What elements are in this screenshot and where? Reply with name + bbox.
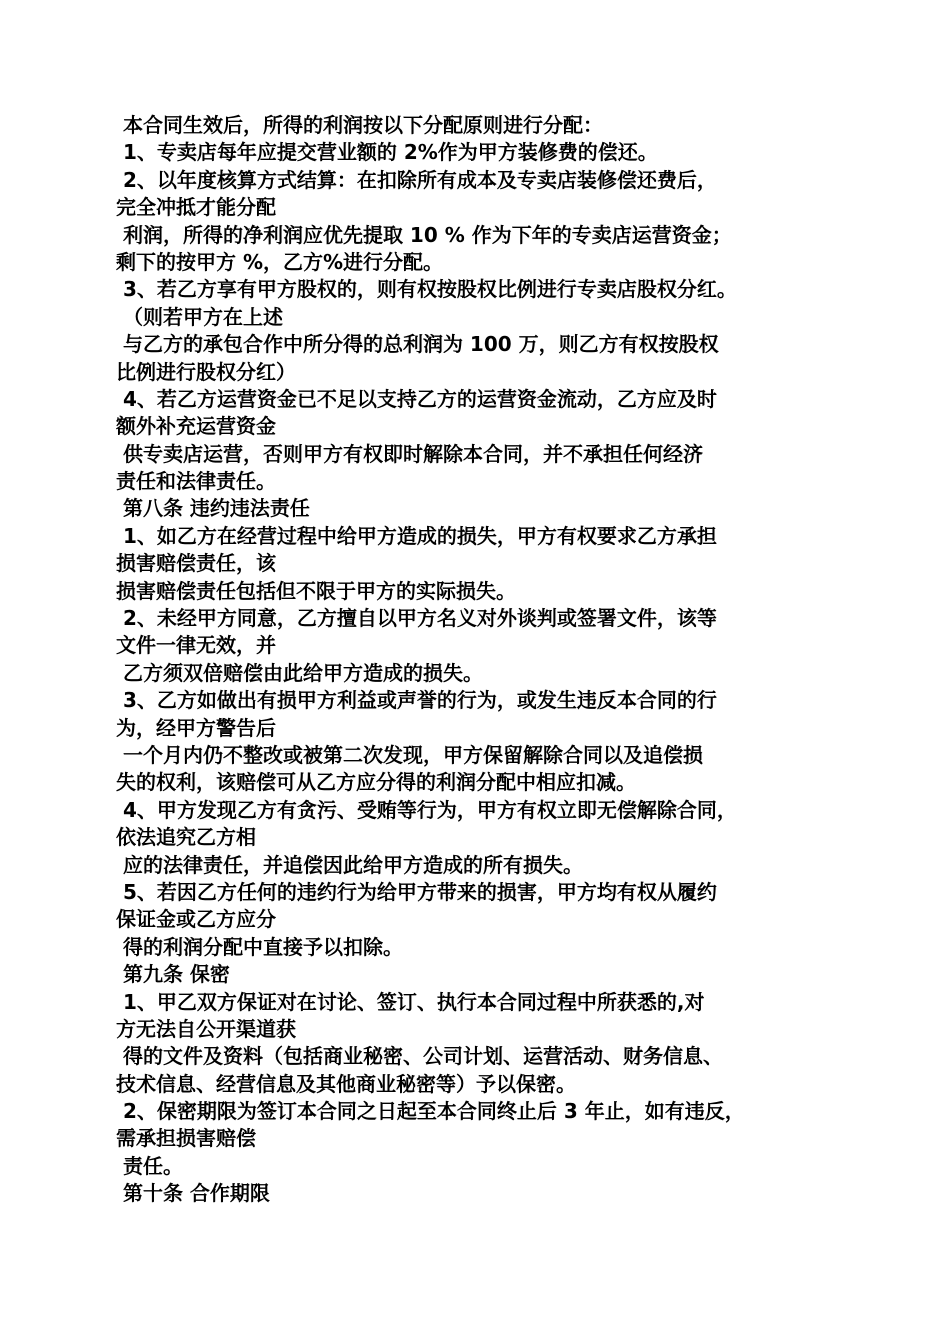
- text-line: 第九条 保密: [116, 962, 230, 987]
- document-page: [116, 112, 846, 1208]
- text-line: 3、乙方如做出有损甲方利益或声誉的行为，或发生违反本合同的行: [116, 688, 717, 713]
- text-line: 供专卖店运营，否则甲方有权即时解除本合同，并不承担任何经济: [116, 441, 703, 466]
- text-line: 保证金或乙方应分: [116, 907, 276, 932]
- text-line: 乙方须双倍赔偿由此给甲方造成的损失。: [116, 660, 483, 685]
- text-line: 损害赔偿责任，该: [116, 551, 276, 576]
- text-line: 比例进行股权分红）: [116, 359, 296, 384]
- text-line: 得的利润分配中直接予以扣除。: [116, 934, 403, 959]
- text-line: 1、专卖店每年应提交营业额的 2%作为甲方装修费的偿还。: [116, 140, 658, 165]
- text-line: 方无法自公开渠道获: [116, 1016, 296, 1041]
- text-line: （则若甲方在上述: [116, 304, 283, 329]
- text-line: 利润，所得的净利润应优先提取 10 % 作为下年的专卖店运营资金；: [116, 222, 732, 247]
- text-line: 需承担损害赔偿: [116, 1126, 256, 1151]
- text-line: 2、以年度核算方式结算：在扣除所有成本及专卖店装修偿还费后，: [116, 167, 717, 192]
- text-line: 1、甲乙双方保证对在讨论、签订、执行本合同过程中所获悉的,对: [116, 989, 705, 1014]
- text-line: 2、未经甲方同意，乙方擅自以甲方名义对外谈判或签署文件，该等: [116, 606, 717, 631]
- text-line: 与乙方的承包合作中所分得的总利润为 100 万，则乙方有权按股权: [116, 332, 719, 357]
- text-line: 本合同生效后，所得的利润按以下分配原则进行分配：: [116, 113, 603, 137]
- text-line: 责任。: [116, 1153, 183, 1178]
- text-line: 应的法律责任，并追偿因此给甲方造成的所有损失。: [116, 852, 583, 877]
- text-line: 5、若因乙方任何的违约行为给甲方带来的损害，甲方均有权从履约: [116, 879, 717, 904]
- text-line: 依法追究乙方相: [116, 825, 256, 850]
- text-line: 1、如乙方在经营过程中给甲方造成的损失，甲方有权要求乙方承担: [116, 523, 717, 548]
- text-line: 3、若乙方享有甲方股权的，则有权按股权比例进行专卖店股权分红。: [116, 277, 737, 302]
- text-line: 得的文件及资料（包括商业秘密、公司计划、运营活动、财务信息、: [116, 1044, 723, 1069]
- text-line: 技术信息、经营信息及其他商业秘密等）予以保密。: [116, 1071, 576, 1096]
- text-line: 一个月内仍不整改或被第二次发现，甲方保留解除合同以及追偿损: [116, 742, 703, 767]
- text-line: 剩下的按甲方 %，乙方%进行分配。: [116, 249, 444, 274]
- text-line: 第十条 合作期限: [116, 1181, 270, 1206]
- text-line: 额外补充运营资金: [116, 414, 276, 439]
- text-line: 第八条 违约违法责任: [116, 496, 310, 521]
- text-line: 责任和法律责任。: [116, 469, 276, 494]
- text-line: 失的权利，该赔偿可从乙方应分得的利润分配中相应扣减。: [116, 770, 636, 795]
- text-line: 2、保密期限为签订本合同之日起至本合同终止后 3 年止，如有违反，: [116, 1099, 745, 1124]
- text-line: 4、甲方发现乙方有贪污、受贿等行为，甲方有权立即无偿解除合同，: [116, 797, 737, 822]
- text-line: 文件一律无效，并: [116, 633, 276, 658]
- text-line: 4、若乙方运营资金已不足以支持乙方的运营资金流动，乙方应及时: [116, 386, 717, 411]
- text-line: 完全冲抵才能分配: [116, 195, 276, 220]
- text-line: 为，经甲方警告后: [116, 715, 276, 740]
- text-line: 损害赔偿责任包括但不限于甲方的实际损失。: [116, 578, 516, 603]
